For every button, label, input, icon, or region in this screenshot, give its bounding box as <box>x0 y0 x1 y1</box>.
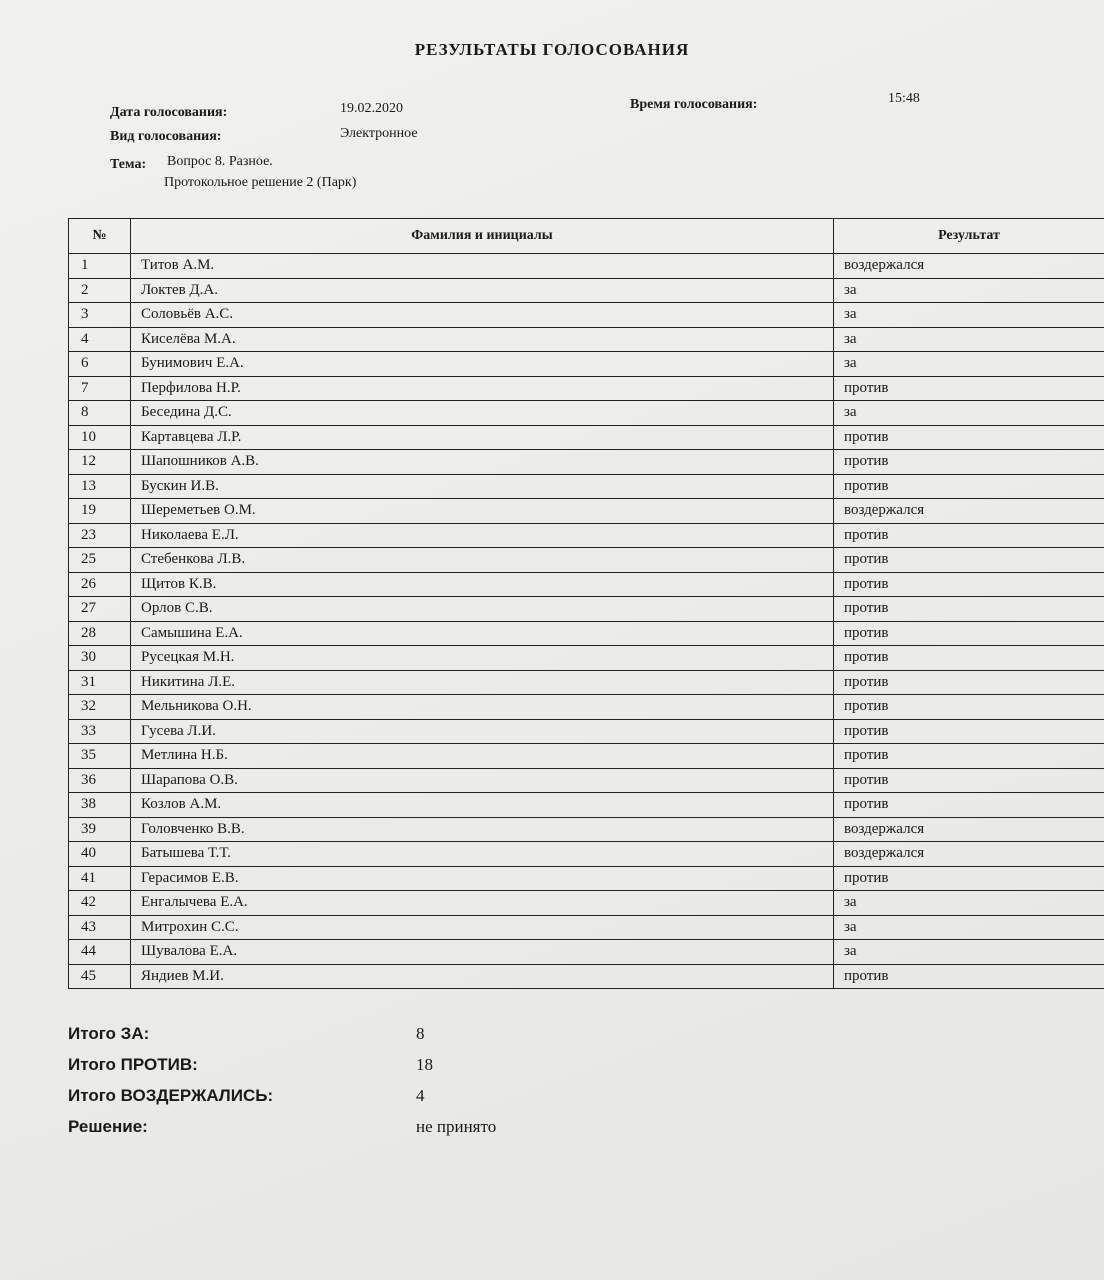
row-number: 35 <box>69 744 131 769</box>
row-number: 31 <box>69 670 131 695</box>
row-name: Гусева Л.И. <box>131 719 834 744</box>
table-row <box>69 646 1104 671</box>
row-name: Шарапова О.В. <box>131 768 834 793</box>
row-number: 40 <box>69 842 131 867</box>
row-name: Козлов А.М. <box>131 793 834 818</box>
document-title: РЕЗУЛЬТАТЫ ГОЛОСОВАНИЯ <box>414 40 690 59</box>
voting-time-label: Время голосования: <box>630 97 758 112</box>
table-row <box>69 964 1104 989</box>
column-header-result: Результат <box>834 219 1104 254</box>
row-result: против <box>834 450 1104 475</box>
table-row <box>69 670 1104 695</box>
row-result: против <box>834 866 1104 891</box>
row-name: Самышина Е.А. <box>131 621 834 646</box>
row-result: против <box>834 719 1104 744</box>
row-result: против <box>834 768 1104 793</box>
decision-value: не принято <box>416 1117 497 1136</box>
row-number: 26 <box>69 572 131 597</box>
row-name: Шапошников А.В. <box>131 450 834 475</box>
row-number: 39 <box>69 817 131 842</box>
topic-label: Тема: <box>110 157 147 172</box>
row-number: 8 <box>69 401 131 426</box>
row-number: 2 <box>69 278 131 303</box>
row-name: Орлов С.В. <box>131 597 834 622</box>
row-result: воздержался <box>834 842 1104 867</box>
table-row <box>69 450 1104 475</box>
table-row <box>69 548 1104 573</box>
table-row <box>69 572 1104 597</box>
row-number: 45 <box>69 964 131 989</box>
row-result: против <box>834 548 1104 573</box>
table-row <box>69 891 1104 916</box>
row-result: против <box>834 597 1104 622</box>
table-row <box>69 474 1104 499</box>
table-row <box>69 499 1104 524</box>
table-row <box>69 719 1104 744</box>
row-number: 36 <box>69 768 131 793</box>
table-row <box>69 940 1104 965</box>
row-name: Киселёва М.А. <box>131 327 834 352</box>
table-header-row <box>69 219 1104 254</box>
row-result: за <box>834 891 1104 916</box>
voting-type-value: Электронное <box>340 126 418 141</box>
row-number: 33 <box>69 719 131 744</box>
row-name: Енгалычева Е.А. <box>131 891 834 916</box>
row-number: 3 <box>69 303 131 328</box>
row-name: Русецкая М.Н. <box>131 646 834 671</box>
row-name: Картавцева Л.Р. <box>131 425 834 450</box>
row-name: Соловьёв А.С. <box>131 303 834 328</box>
row-number: 38 <box>69 793 131 818</box>
row-name: Локтев Д.А. <box>131 278 834 303</box>
row-name: Шувалова Е.А. <box>131 940 834 965</box>
row-result: против <box>834 474 1104 499</box>
voting-type-label: Вид голосования: <box>110 129 222 144</box>
row-result: против <box>834 646 1104 671</box>
table-row <box>69 597 1104 622</box>
row-number: 7 <box>69 376 131 401</box>
row-name: Титов А.М. <box>131 254 834 279</box>
row-number: 44 <box>69 940 131 965</box>
row-name: Бунимович Е.А. <box>131 352 834 377</box>
row-name: Щитов К.В. <box>131 572 834 597</box>
row-name: Метлина Н.Б. <box>131 744 834 769</box>
row-result: воздержался <box>834 817 1104 842</box>
row-number: 28 <box>69 621 131 646</box>
total-abstain-label: Итого ВОЗДЕРЖАЛИСЬ: <box>68 1086 274 1105</box>
row-name: Перфилова Н.Р. <box>131 376 834 401</box>
total-against-label: Итого ПРОТИВ: <box>68 1055 198 1074</box>
results-table-wrapper <box>68 218 1104 989</box>
total-abstain-value: 4 <box>416 1086 425 1105</box>
voting-time-value: 15:48 <box>888 91 920 106</box>
row-number: 6 <box>69 352 131 377</box>
row-number: 43 <box>69 915 131 940</box>
table-row <box>69 915 1104 940</box>
row-number: 25 <box>69 548 131 573</box>
row-number: 13 <box>69 474 131 499</box>
row-result: против <box>834 670 1104 695</box>
row-number: 30 <box>69 646 131 671</box>
row-number: 41 <box>69 866 131 891</box>
table-row <box>69 621 1104 646</box>
table-row <box>69 842 1104 867</box>
row-name: Митрохин С.С. <box>131 915 834 940</box>
row-result: против <box>834 695 1104 720</box>
table-row <box>69 695 1104 720</box>
row-result: за <box>834 303 1104 328</box>
row-number: 27 <box>69 597 131 622</box>
row-name: Мельникова О.Н. <box>131 695 834 720</box>
row-result: за <box>834 278 1104 303</box>
row-number: 42 <box>69 891 131 916</box>
table-row <box>69 376 1104 401</box>
row-result: за <box>834 352 1104 377</box>
row-result: против <box>834 744 1104 769</box>
row-name: Яндиев М.И. <box>131 964 834 989</box>
row-result: воздержался <box>834 499 1104 524</box>
row-number: 1 <box>69 254 131 279</box>
row-number: 23 <box>69 523 131 548</box>
table-row <box>69 866 1104 891</box>
topic-line-2: Протокольное решение 2 (Парк) <box>164 175 357 190</box>
row-result: против <box>834 964 1104 989</box>
table-row <box>69 401 1104 426</box>
row-result: против <box>834 523 1104 548</box>
total-for-value: 8 <box>416 1024 425 1043</box>
table-row <box>69 817 1104 842</box>
row-number: 4 <box>69 327 131 352</box>
row-result: за <box>834 327 1104 352</box>
row-name: Николаева Е.Л. <box>131 523 834 548</box>
table-row <box>69 278 1104 303</box>
row-name: Бускин И.В. <box>131 474 834 499</box>
table-row <box>69 254 1104 279</box>
total-for-label: Итого ЗА: <box>68 1024 150 1043</box>
row-result: против <box>834 621 1104 646</box>
row-result: воздержался <box>834 254 1104 279</box>
row-name: Батышева Т.Т. <box>131 842 834 867</box>
row-name: Шереметьев О.М. <box>131 499 834 524</box>
decision-label: Решение: <box>68 1117 148 1136</box>
row-number: 10 <box>69 425 131 450</box>
row-result: за <box>834 940 1104 965</box>
row-number: 19 <box>69 499 131 524</box>
column-header-name: Фамилия и инициалы <box>131 219 834 254</box>
row-name: Стебенкова Л.В. <box>131 548 834 573</box>
table-row <box>69 425 1104 450</box>
row-name: Беседина Д.С. <box>131 401 834 426</box>
table-row <box>69 327 1104 352</box>
voting-date-value: 19.02.2020 <box>340 101 403 116</box>
row-name: Герасимов Е.В. <box>131 866 834 891</box>
column-header-number: № <box>69 219 131 254</box>
row-result: за <box>834 401 1104 426</box>
row-result: против <box>834 376 1104 401</box>
topic-line-1: Вопрос 8. Разное. <box>167 154 273 169</box>
table-row <box>69 523 1104 548</box>
table-row <box>69 744 1104 769</box>
row-name: Головченко В.В. <box>131 817 834 842</box>
voting-date-label: Дата голосования: <box>110 105 228 120</box>
table-row <box>69 352 1104 377</box>
summary-block <box>68 1024 668 1148</box>
row-result: за <box>834 915 1104 940</box>
table-row <box>69 768 1104 793</box>
row-number: 12 <box>69 450 131 475</box>
row-result: против <box>834 793 1104 818</box>
row-name: Никитина Л.Е. <box>131 670 834 695</box>
row-result: против <box>834 572 1104 597</box>
row-number: 32 <box>69 695 131 720</box>
total-against-value: 18 <box>416 1055 433 1074</box>
table-row <box>69 793 1104 818</box>
row-result: против <box>834 425 1104 450</box>
table-row <box>69 303 1104 328</box>
results-table <box>68 218 1104 989</box>
